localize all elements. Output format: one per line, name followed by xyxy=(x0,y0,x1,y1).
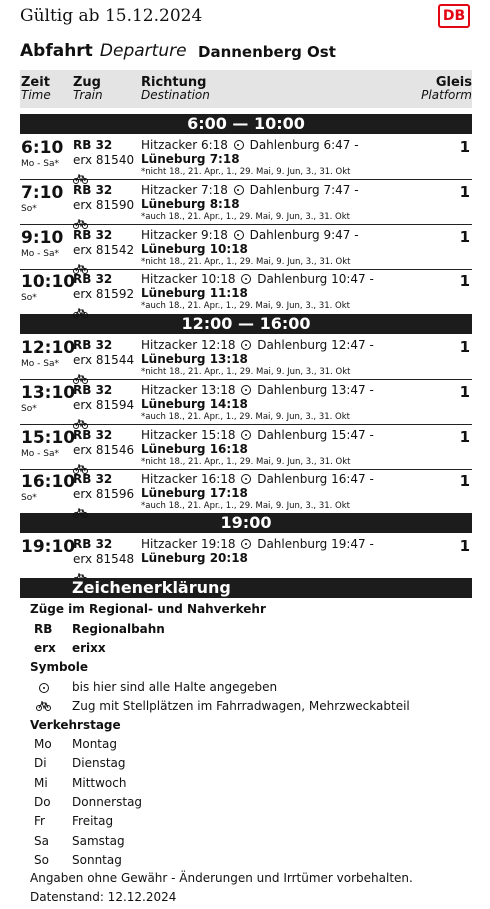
day-code: So xyxy=(34,852,49,867)
operating-days: Mo - Sa* xyxy=(21,249,59,259)
platform: 1 xyxy=(459,537,470,555)
legend-symbols-heading: Symbole xyxy=(30,660,89,674)
route-stops: Hitzacker 13:18 Dahlenburg 13:47 - xyxy=(141,383,374,397)
route-stops: Hitzacker 19:18 Dahlenburg 19:47 - xyxy=(141,537,374,551)
day-code: Fr xyxy=(34,814,45,829)
train-number: erx 81590 xyxy=(73,198,135,212)
departure-time: 13:10 xyxy=(21,383,76,403)
day-name: Sonntag xyxy=(72,852,122,867)
operating-days: So* xyxy=(21,493,37,503)
departure-time: 19:10 xyxy=(21,537,76,557)
train-number: erx 81544 xyxy=(73,353,135,367)
departure-row xyxy=(20,470,472,514)
footnote: *auch 18., 21. Apr., 1., 29. Mai, 9. Jun, 3., 31. Okt xyxy=(141,412,350,422)
day-name: Donnerstag xyxy=(72,794,143,809)
footnote: *auch 18., 21. Apr., 1., 29. Mai, 9. Jun, 3., 31. Okt xyxy=(141,501,350,511)
legend-trains-heading: Züge im Regional- und Nahverkehr xyxy=(30,602,266,616)
train-line: RB 32 xyxy=(73,338,113,352)
operating-days: So* xyxy=(21,293,37,303)
footnote: *auch 18., 21. Apr., 1., 29. Mai, 9. Jun, 3., 31. Okt xyxy=(141,301,350,311)
destination: Lüneburg 13:18 xyxy=(141,352,248,366)
train-line: RB 32 xyxy=(73,183,113,197)
legend-erx-code: erx xyxy=(34,641,56,655)
operating-days: So* xyxy=(21,204,37,214)
all-stops-icon xyxy=(241,474,251,484)
route-stops: Hitzacker 10:18 Dahlenburg 10:47 - xyxy=(141,272,374,286)
departure-row xyxy=(20,535,472,579)
all-stops-icon xyxy=(234,140,244,150)
platform: 1 xyxy=(459,428,470,446)
train-number: erx 81594 xyxy=(73,398,135,412)
bicycle-icon xyxy=(73,568,87,577)
all-stops-icon xyxy=(241,274,251,284)
day-name: Dienstag xyxy=(72,756,126,771)
route-stops: Hitzacker 15:18 Dahlenburg 15:47 - xyxy=(141,428,374,442)
route-stops: Hitzacker 6:18 Dahlenburg 6:47 - xyxy=(141,138,359,152)
train-line: RB 32 xyxy=(73,537,113,551)
col-train: Zug Train xyxy=(73,75,103,102)
legend-stop-text: bis hier sind alle Halte angegeben xyxy=(72,680,278,694)
all-stops-icon xyxy=(241,385,251,395)
operating-days: So* xyxy=(21,404,37,414)
page-title xyxy=(20,41,336,61)
footnote: *nicht 18., 21. Apr., 1., 29. Mai, 9. Jun, 3., 31. Okt xyxy=(141,257,351,267)
all-stops-icon xyxy=(234,230,244,240)
operating-days: Mo - Sa* xyxy=(21,159,59,169)
day-name: Freitag xyxy=(72,814,114,829)
route-stops: Hitzacker 7:18 Dahlenburg 7:47 - xyxy=(141,183,359,197)
platform: 1 xyxy=(459,472,470,490)
departure-time: 7:10 xyxy=(21,183,64,203)
train-number: erx 81596 xyxy=(73,487,135,501)
all-stops-icon xyxy=(241,430,251,440)
day-code: Di xyxy=(34,756,47,771)
bicycle-icon xyxy=(73,169,87,178)
footnote: *nicht 18., 21. Apr., 1., 29. Mai, 9. Jun, 3., 31. Okt xyxy=(141,167,351,177)
train-line: RB 32 xyxy=(73,272,113,286)
platform: 1 xyxy=(459,183,470,201)
platform: 1 xyxy=(459,228,470,246)
destination: Lüneburg 20:18 xyxy=(141,551,248,565)
data-date: Datenstand: 12.12.2024 xyxy=(30,890,177,904)
legend-title: Zeichenerklärung xyxy=(20,578,472,598)
bicycle-icon xyxy=(73,259,87,268)
legend-erx-name: erixx xyxy=(72,641,106,655)
departure-time: 6:10 xyxy=(21,138,64,158)
station-name: Dannenberg Ost xyxy=(198,43,336,61)
all-stops-icon xyxy=(37,681,51,695)
time-band: 6:00 — 10:00 xyxy=(20,114,472,134)
departure-row xyxy=(20,270,472,314)
departure-row xyxy=(20,426,472,470)
train-number: erx 81548 xyxy=(73,552,135,566)
destination: Lüneburg 16:18 xyxy=(141,442,248,456)
destination: Lüneburg 14:18 xyxy=(141,397,248,411)
all-stops-icon xyxy=(241,340,251,350)
bicycle-icon xyxy=(73,414,87,423)
disclaimer: Angaben ohne Gewähr - Änderungen und Irrtümer vorbehalten. xyxy=(30,871,413,885)
day-code: Do xyxy=(34,794,51,809)
bicycle-icon xyxy=(73,303,87,312)
destination: Lüneburg 11:18 xyxy=(141,286,248,300)
departure-row xyxy=(20,381,472,425)
destination: Lüneburg 10:18 xyxy=(141,242,248,256)
bicycle-icon xyxy=(73,214,87,223)
departure-row xyxy=(20,181,472,225)
day-code: Sa xyxy=(34,833,49,848)
bicycle-icon xyxy=(73,459,87,468)
train-line: RB 32 xyxy=(73,428,113,442)
train-number: erx 81592 xyxy=(73,287,135,301)
footnote: *auch 18., 21. Apr., 1., 29. Mai, 9. Jun, 3., 31. Okt xyxy=(141,212,350,222)
valid-from: Gültig ab 15.12.2024 xyxy=(20,6,203,26)
db-logo: DB xyxy=(438,4,470,28)
footnote: *nicht 18., 21. Apr., 1., 29. Mai, 9. Jun, 3., 31. Okt xyxy=(141,367,351,377)
departure-time: 16:10 xyxy=(21,472,76,492)
platform: 1 xyxy=(459,272,470,290)
departure-row xyxy=(20,336,472,380)
departure-time: 9:10 xyxy=(21,228,64,248)
day-name: Mittwoch xyxy=(72,775,127,790)
col-time: Zeit Time xyxy=(21,75,51,102)
title-en: Departure xyxy=(99,41,187,61)
train-number: erx 81542 xyxy=(73,243,135,257)
route-stops: Hitzacker 16:18 Dahlenburg 16:47 - xyxy=(141,472,374,486)
col-platform: Gleis Platform xyxy=(421,75,472,102)
all-stops-icon xyxy=(234,185,244,195)
bicycle-icon xyxy=(73,503,87,512)
operating-days: Mo - Sa* xyxy=(21,359,59,369)
route-stops: Hitzacker 9:18 Dahlenburg 9:47 - xyxy=(141,228,359,242)
train-line: RB 32 xyxy=(73,383,113,397)
col-destination: Richtung Destination xyxy=(141,75,210,102)
platform: 1 xyxy=(459,383,470,401)
train-number: erx 81546 xyxy=(73,443,135,457)
day-name: Montag xyxy=(72,737,117,751)
column-header xyxy=(20,70,472,108)
legend-bike-text: Zug mit Stellplätzen im Fahrradwagen, Mehrzweckabteil xyxy=(72,699,410,713)
departure-time: 15:10 xyxy=(21,428,76,448)
legend-rb-code: RB xyxy=(34,622,53,636)
all-stops-icon xyxy=(241,539,251,549)
legend-rb-name: Regionalbahn xyxy=(72,622,165,636)
bicycle-icon xyxy=(36,701,51,711)
train-line: RB 32 xyxy=(73,138,113,152)
day-code: Mo xyxy=(34,737,52,751)
time-band: 19:00 xyxy=(20,513,472,533)
time-band: 12:00 — 16:00 xyxy=(20,314,472,334)
day-code: Mi xyxy=(34,775,48,790)
legend-days-heading: Verkehrstage xyxy=(30,718,121,732)
destination: Lüneburg 8:18 xyxy=(141,197,240,211)
train-number: erx 81540 xyxy=(73,153,135,167)
route-stops: Hitzacker 12:18 Dahlenburg 12:47 - xyxy=(141,338,374,352)
title-de: Abfahrt xyxy=(20,41,93,61)
platform: 1 xyxy=(459,138,470,156)
day-name: Samstag xyxy=(72,833,125,848)
platform: 1 xyxy=(459,338,470,356)
footnote: *nicht 18., 21. Apr., 1., 29. Mai, 9. Jun, 3., 31. Okt xyxy=(141,457,351,467)
destination: Lüneburg 17:18 xyxy=(141,486,248,500)
train-line: RB 32 xyxy=(73,472,113,486)
bicycle-icon xyxy=(73,369,87,378)
destination: Lüneburg 7:18 xyxy=(141,152,240,166)
operating-days: Mo - Sa* xyxy=(21,449,59,459)
departure-row xyxy=(20,226,472,270)
departure-time: 10:10 xyxy=(21,272,76,292)
departure-row xyxy=(20,136,472,180)
train-line: RB 32 xyxy=(73,228,113,242)
departure-time: 12:10 xyxy=(21,338,76,358)
